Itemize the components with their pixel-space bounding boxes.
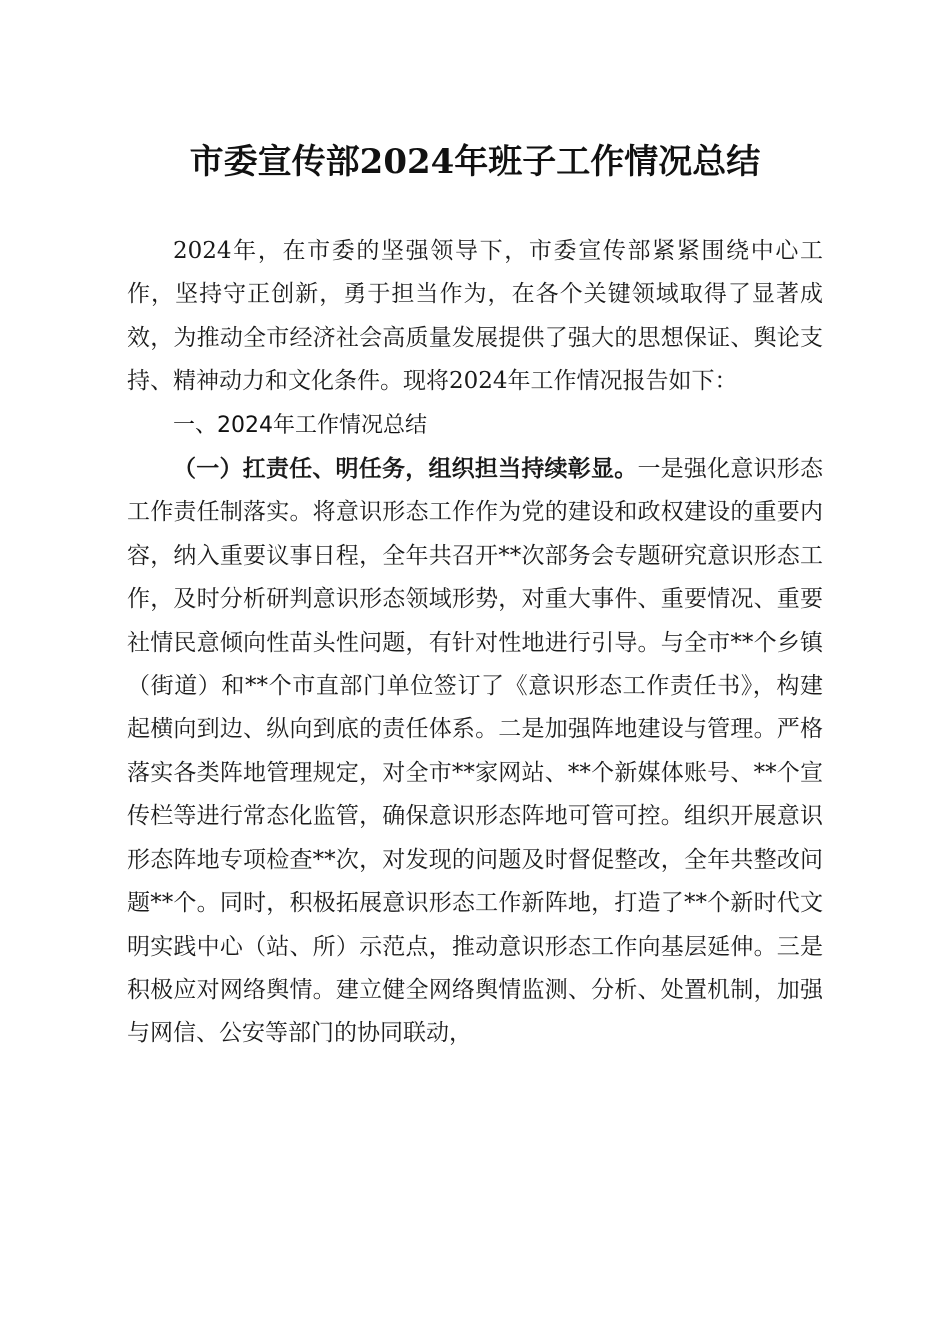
subsection-body: 一是强化意识形态工作责任制落实。将意识形态工作作为党的建设和政权建设的重要内容，纳入重要议事日程，全年共召开**次部务会专题研究意识形态工作，及时分析研判意识形态领域形势，对重大事件、重要情况、重要社情民意倾向性苗头性问题，有针对性地进行引导。与全市**个乡镇（街道）和**个市直部门单位签订了《意识形态工作责任书》，构建起横向到边、纵向到底的责任体系。二是加强阵地建设与管理。严格落实各类阵地管理规定，对全市**家网站、**个新媒体账号、**个宣传栏等进行常态化监管，确保意识形态阵地可管可控。组织开展意识形态阵地专项检查**次，对发现的问题及时督促整改，全年共整改问题**个。同时，积极拓展意识形态工作新阵地，打造了**个新时代文明实践中心（站、所）示范点，推动意识形态工作向基层延伸。三是积极应对网络舆情。建立健全网络舆情监测、分析、处置机制，加强与网信、公安等部门的协同联动， <box>127 456 824 1047</box>
intro-paragraph: 2024年，在市委的坚强领导下，市委宣传部紧紧围绕中心工作，坚持守正创新，勇于担当作为，在各个关键领域取得了显著成效，为推动全市经济社会高质量发展提供了强大的思想保证、舆论支持、精神动力和文化条件。现将2024年工作情况报告如下： <box>127 238 823 395</box>
section-heading: 一、2024年工作情况总结 <box>173 412 427 438</box>
document-body <box>127 230 823 1056</box>
subsection-heading: （一）扛责任、明任务，组织担当持续彰显。 <box>173 455 638 483</box>
subsection-paragraph <box>127 447 823 1056</box>
document-title: 市委宣传部2024年班子工作情况总结 <box>189 142 761 182</box>
